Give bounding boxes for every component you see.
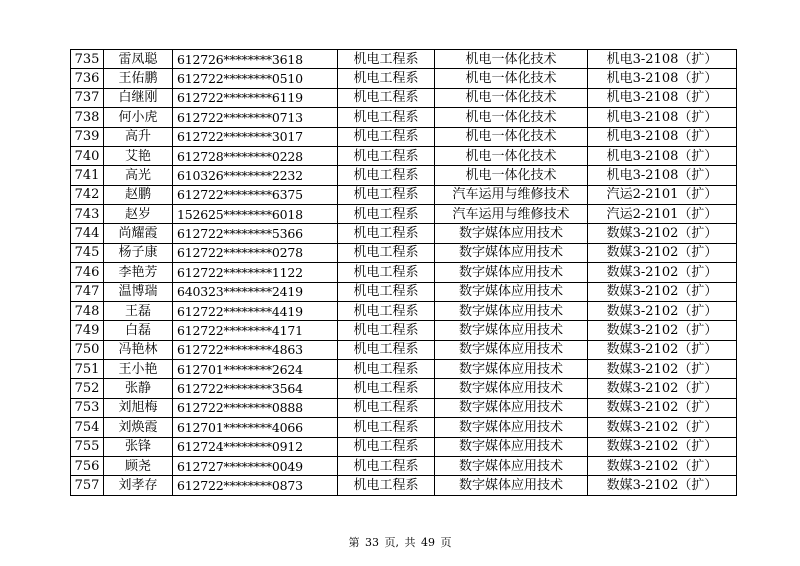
table-row: [71, 301, 737, 320]
major-cell: 数字媒体应用技术: [435, 476, 588, 495]
table-row: [71, 88, 737, 107]
id-number-cell: 612722********6119: [173, 88, 338, 107]
id-number-cell: 612726********3618: [173, 50, 338, 69]
row-number-cell: 746: [71, 263, 104, 282]
id-number-cell: 612701********2624: [173, 360, 338, 379]
department-cell: 机电工程系: [338, 146, 435, 165]
major-cell: 机电一体化技术: [435, 50, 588, 69]
class-name-cell: 汽运2-2101（扩）: [588, 185, 737, 204]
class-name-cell: 汽运2-2101（扩）: [588, 205, 737, 224]
major-cell: 数字媒体应用技术: [435, 418, 588, 437]
major-cell: 数字媒体应用技术: [435, 263, 588, 282]
student-name-cell: 张锋: [104, 437, 173, 456]
table-row: [71, 146, 737, 165]
row-number-cell: 744: [71, 224, 104, 243]
student-name-cell: 顾尧: [104, 456, 173, 475]
class-name-cell: 数媒3-2102（扩）: [588, 360, 737, 379]
class-name-cell: 机电3-2108（扩）: [588, 50, 737, 69]
major-cell: 数字媒体应用技术: [435, 243, 588, 262]
student-name-cell: 刘焕霞: [104, 418, 173, 437]
department-cell: 机电工程系: [338, 69, 435, 88]
student-name-cell: 高光: [104, 166, 173, 185]
major-cell: 机电一体化技术: [435, 127, 588, 146]
table-row: [71, 340, 737, 359]
class-name-cell: 数媒3-2102（扩）: [588, 340, 737, 359]
department-cell: 机电工程系: [338, 50, 435, 69]
table-row: [71, 69, 737, 88]
row-number-cell: 752: [71, 379, 104, 398]
row-number-cell: 742: [71, 185, 104, 204]
department-cell: 机电工程系: [338, 476, 435, 495]
class-name-cell: 数媒3-2102（扩）: [588, 476, 737, 495]
table-row: [71, 398, 737, 417]
major-cell: 数字媒体应用技术: [435, 301, 588, 320]
table-row: [71, 127, 737, 146]
id-number-cell: 612722********0888: [173, 398, 338, 417]
department-cell: 机电工程系: [338, 437, 435, 456]
student-name-cell: 何小虎: [104, 108, 173, 127]
student-name-cell: 白磊: [104, 321, 173, 340]
major-cell: 机电一体化技术: [435, 69, 588, 88]
student-name-cell: 温博瑞: [104, 282, 173, 301]
student-name-cell: 雷凤聪: [104, 50, 173, 69]
table-row: [71, 476, 737, 495]
row-number-cell: 755: [71, 437, 104, 456]
table-row: [71, 108, 737, 127]
class-name-cell: 数媒3-2102（扩）: [588, 243, 737, 262]
table-row: [71, 379, 737, 398]
department-cell: 机电工程系: [338, 263, 435, 282]
student-name-cell: 杨子康: [104, 243, 173, 262]
table-row: [71, 243, 737, 262]
department-cell: 机电工程系: [338, 166, 435, 185]
class-name-cell: 数媒3-2102（扩）: [588, 263, 737, 282]
department-cell: 机电工程系: [338, 127, 435, 146]
class-name-cell: 数媒3-2102（扩）: [588, 301, 737, 320]
id-number-cell: 612701********4066: [173, 418, 338, 437]
id-number-cell: 612722********4171: [173, 321, 338, 340]
student-name-cell: 张静: [104, 379, 173, 398]
department-cell: 机电工程系: [338, 224, 435, 243]
table-row: [71, 418, 737, 437]
row-number-cell: 757: [71, 476, 104, 495]
major-cell: 数字媒体应用技术: [435, 456, 588, 475]
row-number-cell: 756: [71, 456, 104, 475]
student-name-cell: 刘旭梅: [104, 398, 173, 417]
major-cell: 汽车运用与维修技术: [435, 205, 588, 224]
major-cell: 机电一体化技术: [435, 108, 588, 127]
major-cell: 数字媒体应用技术: [435, 437, 588, 456]
department-cell: 机电工程系: [338, 88, 435, 107]
row-number-cell: 739: [71, 127, 104, 146]
row-number-cell: 751: [71, 360, 104, 379]
id-number-cell: 612728********0228: [173, 146, 338, 165]
id-number-cell: 612722********0713: [173, 108, 338, 127]
major-cell: 汽车运用与维修技术: [435, 185, 588, 204]
student-name-cell: 高升: [104, 127, 173, 146]
row-number-cell: 748: [71, 301, 104, 320]
class-name-cell: 数媒3-2102（扩）: [588, 456, 737, 475]
department-cell: 机电工程系: [338, 456, 435, 475]
department-cell: 机电工程系: [338, 418, 435, 437]
student-name-cell: 艾艳: [104, 146, 173, 165]
row-number-cell: 747: [71, 282, 104, 301]
id-number-cell: 612722********0873: [173, 476, 338, 495]
row-number-cell: 749: [71, 321, 104, 340]
table-row: [71, 321, 737, 340]
table-row: [71, 185, 737, 204]
class-name-cell: 机电3-2108（扩）: [588, 69, 737, 88]
major-cell: 机电一体化技术: [435, 166, 588, 185]
major-cell: 机电一体化技术: [435, 88, 588, 107]
major-cell: 数字媒体应用技术: [435, 282, 588, 301]
student-name-cell: 赵鹏: [104, 185, 173, 204]
table-row: [71, 263, 737, 282]
student-table-body: [71, 50, 737, 496]
department-cell: 机电工程系: [338, 108, 435, 127]
department-cell: 机电工程系: [338, 282, 435, 301]
id-number-cell: 612722********1122: [173, 263, 338, 282]
department-cell: 机电工程系: [338, 360, 435, 379]
student-name-cell: 冯艳林: [104, 340, 173, 359]
department-cell: 机电工程系: [338, 340, 435, 359]
table-row: [71, 166, 737, 185]
class-name-cell: 机电3-2108（扩）: [588, 127, 737, 146]
class-name-cell: 机电3-2108（扩）: [588, 146, 737, 165]
id-number-cell: 612722********5366: [173, 224, 338, 243]
major-cell: 数字媒体应用技术: [435, 360, 588, 379]
table-row: [71, 224, 737, 243]
table-row: [71, 282, 737, 301]
table-row: [71, 456, 737, 475]
student-name-cell: 李艳芳: [104, 263, 173, 282]
department-cell: 机电工程系: [338, 398, 435, 417]
page-footer: 第 33 页, 共 49 页: [348, 536, 452, 549]
row-number-cell: 745: [71, 243, 104, 262]
id-number-cell: 612722********4863: [173, 340, 338, 359]
id-number-cell: 152625********6018: [173, 205, 338, 224]
id-number-cell: 612722********3017: [173, 127, 338, 146]
id-number-cell: 612722********3564: [173, 379, 338, 398]
major-cell: 数字媒体应用技术: [435, 398, 588, 417]
department-cell: 机电工程系: [338, 321, 435, 340]
class-name-cell: 数媒3-2102（扩）: [588, 418, 737, 437]
row-number-cell: 743: [71, 205, 104, 224]
department-cell: 机电工程系: [338, 243, 435, 262]
row-number-cell: 735: [71, 50, 104, 69]
row-number-cell: 738: [71, 108, 104, 127]
student-name-cell: 赵岁: [104, 205, 173, 224]
class-name-cell: 数媒3-2102（扩）: [588, 282, 737, 301]
major-cell: 数字媒体应用技术: [435, 379, 588, 398]
class-name-cell: 数媒3-2102（扩）: [588, 321, 737, 340]
row-number-cell: 753: [71, 398, 104, 417]
department-cell: 机电工程系: [338, 301, 435, 320]
id-number-cell: 612722********6375: [173, 185, 338, 204]
major-cell: 数字媒体应用技术: [435, 224, 588, 243]
table-row: [71, 437, 737, 456]
class-name-cell: 机电3-2108（扩）: [588, 108, 737, 127]
row-number-cell: 741: [71, 166, 104, 185]
table-row: [71, 50, 737, 69]
major-cell: 数字媒体应用技术: [435, 340, 588, 359]
student-name-cell: 尚耀霞: [104, 224, 173, 243]
department-cell: 机电工程系: [338, 185, 435, 204]
class-name-cell: 数媒3-2102（扩）: [588, 379, 737, 398]
id-number-cell: 612722********0510: [173, 69, 338, 88]
row-number-cell: 736: [71, 69, 104, 88]
table-row: [71, 205, 737, 224]
row-number-cell: 754: [71, 418, 104, 437]
student-name-cell: 王小艳: [104, 360, 173, 379]
student-name-cell: 刘孝存: [104, 476, 173, 495]
id-number-cell: 612722********0278: [173, 243, 338, 262]
student-table: [70, 49, 737, 496]
row-number-cell: 737: [71, 88, 104, 107]
major-cell: 数字媒体应用技术: [435, 321, 588, 340]
id-number-cell: 610326********2232: [173, 166, 338, 185]
student-name-cell: 王佑鹏: [104, 69, 173, 88]
row-number-cell: 750: [71, 340, 104, 359]
id-number-cell: 612724********0912: [173, 437, 338, 456]
id-number-cell: 612727********0049: [173, 456, 338, 475]
class-name-cell: 机电3-2108（扩）: [588, 166, 737, 185]
id-number-cell: 612722********4419: [173, 301, 338, 320]
department-cell: 机电工程系: [338, 205, 435, 224]
major-cell: 机电一体化技术: [435, 146, 588, 165]
class-name-cell: 机电3-2108（扩）: [588, 88, 737, 107]
department-cell: 机电工程系: [338, 379, 435, 398]
class-name-cell: 数媒3-2102（扩）: [588, 437, 737, 456]
class-name-cell: 数媒3-2102（扩）: [588, 224, 737, 243]
student-name-cell: 白继刚: [104, 88, 173, 107]
id-number-cell: 640323********2419: [173, 282, 338, 301]
student-name-cell: 王磊: [104, 301, 173, 320]
table-row: [71, 360, 737, 379]
class-name-cell: 数媒3-2102（扩）: [588, 398, 737, 417]
row-number-cell: 740: [71, 146, 104, 165]
